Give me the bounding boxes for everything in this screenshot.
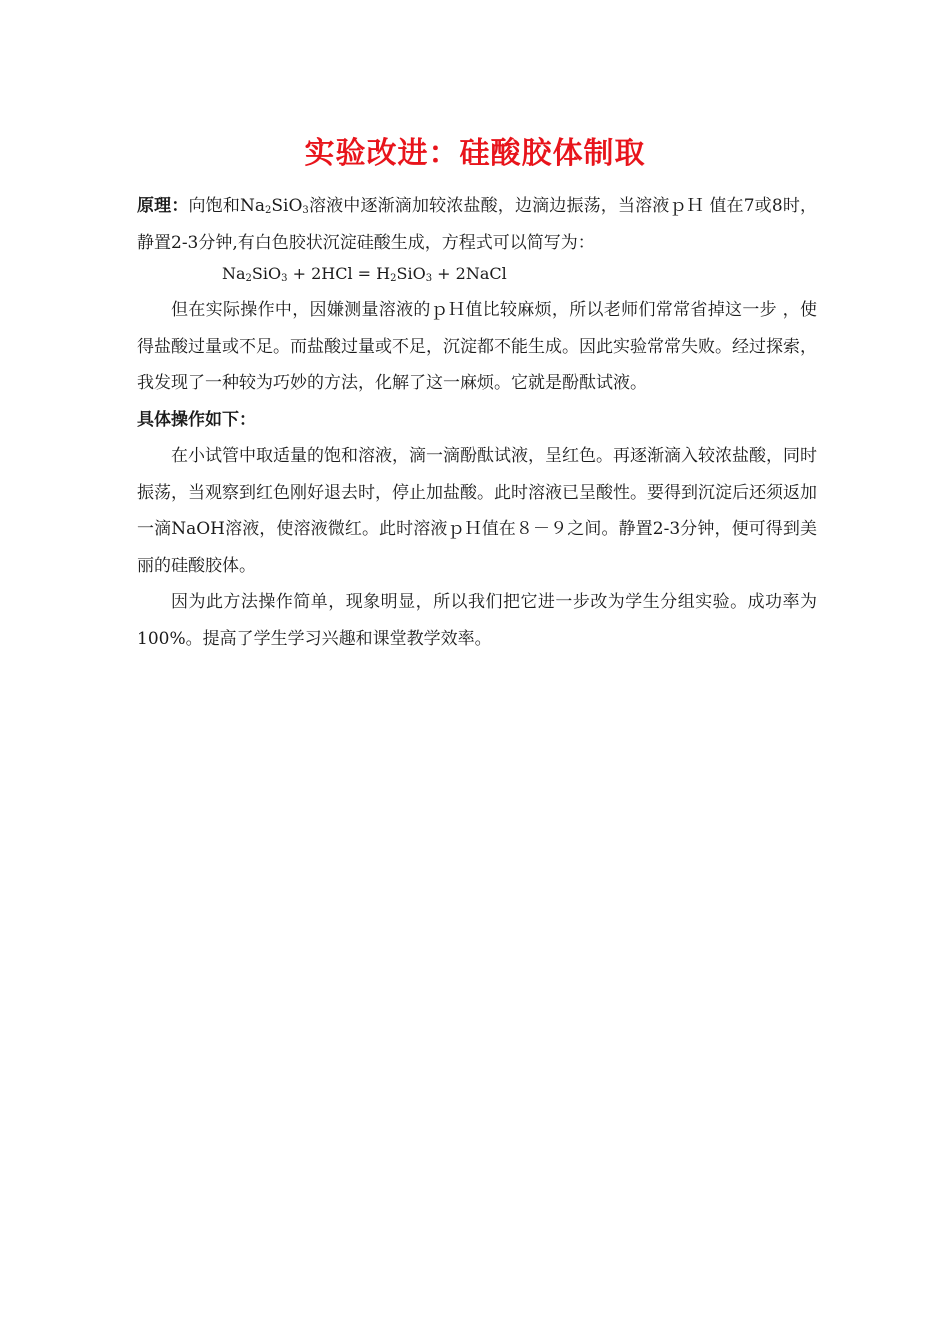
principle-paragraph (137, 188, 817, 261)
equation-sub-2: 3 (281, 273, 288, 284)
procedure-paragraph: 在小试管中取适量的饱和溶液，滴一滴酚酞试液，呈红色。再逐渐滴入较浓盐酸，同时振荡，当观察到红色刚好退去时，停止加盐酸。此时溶液已呈酸性。要得到沉淀后还须返加一滴NaOH溶液，使溶液微红。此时溶液ｐＨ值在８－９之间。静置2-3分钟，便可得到美丽的硅酸胶体。 (137, 446, 817, 576)
principle-text-c: 溶液中逐渐滴加较浓盐酸，边滴边振荡，当溶液ｐＨ 值在7或8时，静置2-3分钟,有白色胶状沉淀硅酸生成，方程式可以简写为： (137, 196, 817, 253)
problem-paragraph: 但在实际操作中，因嫌测量溶液的ｐＨ值比较麻烦，所以老师们常常省掉这一步 ，使得盐酸过量或不足。而盐酸过量或不足，沉淀都不能生成。因此实验常常失败。经过探索，我发现了一种较为巧妙的方法，化解了这一麻烦。它就是酚酞试液。 (137, 300, 817, 393)
principle-label: 原理： (137, 196, 189, 216)
principle-text-b: SiO (271, 196, 303, 216)
page-title: 实验改进：硅酸胶体制取 (304, 136, 646, 171)
principle-sub-a: 2 (265, 205, 272, 216)
principle-text-a: 向饱和Na (188, 196, 266, 216)
procedure-heading: 具体操作如下： (137, 409, 256, 430)
chemical-equation (137, 261, 817, 287)
document-body (137, 188, 817, 657)
equation-sub-1: 2 (245, 273, 252, 284)
equation-part-1: Na (222, 264, 246, 283)
equation-part-5: + 2NaCl (432, 264, 507, 283)
equation-sub-4: 3 (425, 273, 433, 284)
equation-part-4: SiO (396, 264, 426, 283)
conclusion-paragraph: 因为此方法操作简单，现象明显，所以我们把它进一步改为学生分组实验。成功率为100%。提高了学生学习兴趣和课堂教学效率。 (137, 592, 817, 649)
equation-part-3: + 2HCl = H (287, 264, 391, 283)
equation-sub-3: 2 (390, 273, 397, 284)
principle-sub-b: 3 (302, 205, 309, 216)
equation-part-2: SiO (251, 264, 282, 283)
